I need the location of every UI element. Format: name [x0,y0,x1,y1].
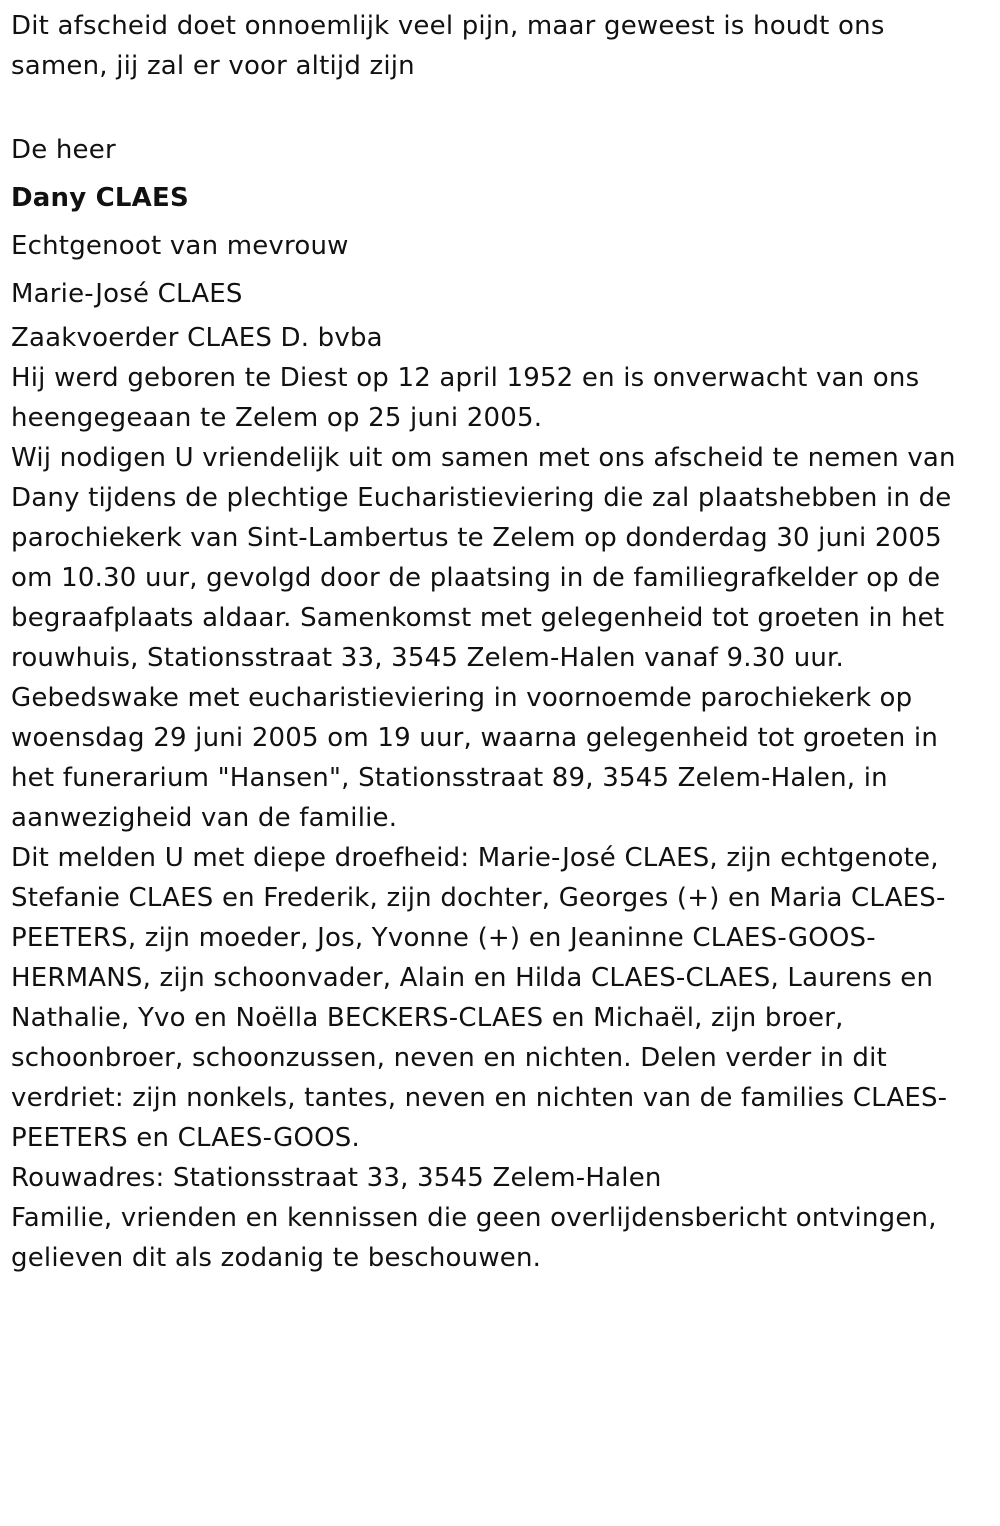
birth-death-text: Hij werd geboren te Diest op 12 april 1952 en is onverwacht van ons heengegeaan te Zelem op 25 juni 2005. [11,363,920,433]
closing-text: Familie, vrienden en kennissen die geen overlijdensbericht ontvingen, gelieven dit als zodanig te beschouwen. [11,1203,937,1273]
family-text: Dit melden U met diepe droefheid: Marie-José CLAES, zijn echtgenote, Stefanie CLAES en Frederik, zijn dochter, Georges (+) en Maria CLAES-PEETERS, zijn moeder, Jos, Yvonne (+) en Jeaninne CLAES-GOOS-HERMANS, zijn schoonvader, Alain en Hilda CLAES-CLAES, Laurens en Nathalie, Yvo en Noëlla BECKERS-CLAES en Michaël, zijn broer, schoonbroer, schoonzussen, neven en nichten. Delen verder in dit verdriet: zijn nonkels, tantes, neven en nichten van de families CLAES-PEETERS en CLAES-GOOS. [11,843,948,1153]
obituary-document [11,6,986,1278]
intro-text: Dit afscheid doet onnoemlijk veel pijn, maar geweest is houdt ons samen, jij zal er voor altijd zijn [11,11,885,81]
header-block [11,126,986,318]
salutation: De heer [11,135,116,165]
ceremony-text: Wij nodigen U vriendelijk uit om samen met ons afscheid te nemen van Dany tijdens de plechtige Eucharistieviering die zal plaatshebben in de parochiekerk van Sint-Lambertus te Zelem op donderdag 30 juni 2005 om 10.30 uur, gevolgd door de plaatsing in de familiegrafkelder op de begraafplaats aldaar. Samenkomst met gelegenheid tot groeten in het rouwhuis, Stationsstraat 33, 3545 Zelem-Halen vanaf 9.30 uur. Gebedswake met eucharistieviering in voornoemde parochiekerk op woensdag 29 juni 2005 om 19 uur, waarna gelegenheid tot groeten in het funerarium "Hansen", Stationsstraat 89, 3545 Zelem-Halen, in aanwezigheid van de familie. [11,443,956,833]
deceased-name: Dany CLAES [11,183,189,213]
spouse-line: Echtgenoot van mevrouw [11,231,349,261]
occupation: Zaakvoerder CLAES D. bvba [11,323,383,353]
mourning-address: Rouwadres: Stationsstraat 33, 3545 Zelem-Halen [11,1163,662,1193]
spouse-name: Marie-José CLAES [11,279,243,309]
